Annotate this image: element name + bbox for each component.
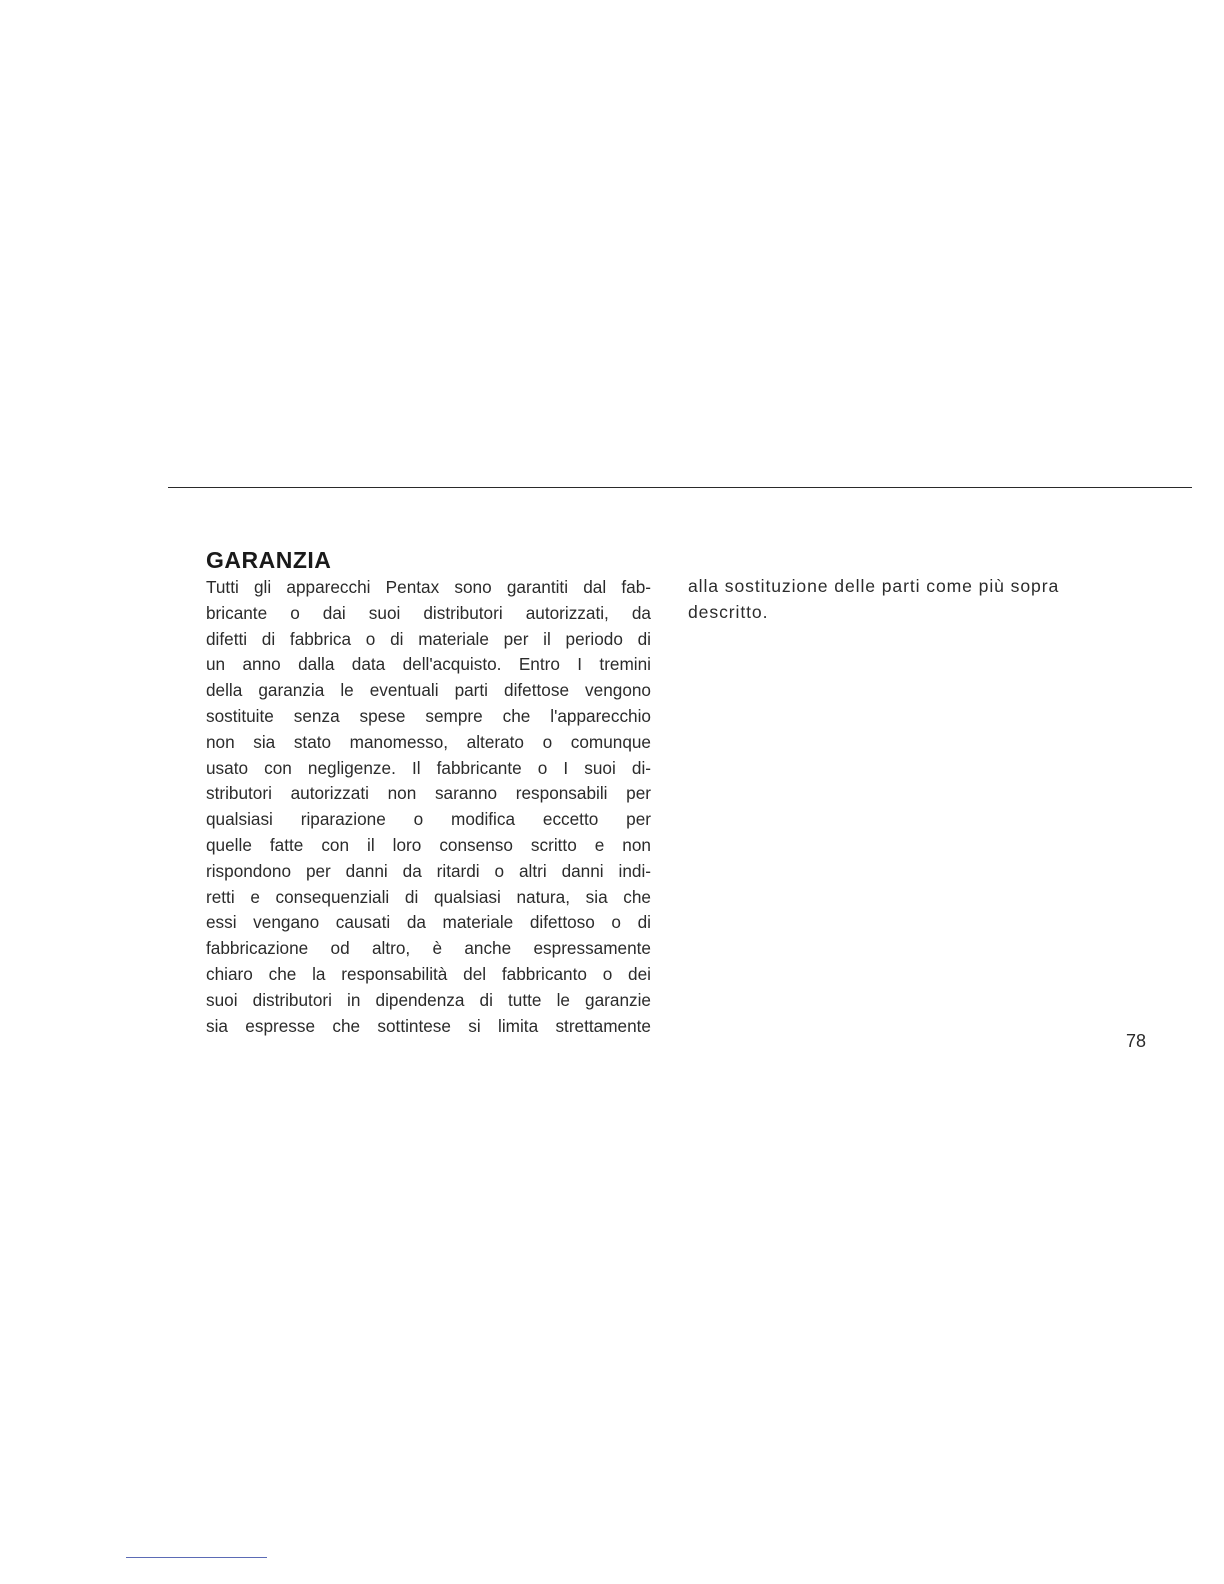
text-line: sostituite senza spese sempre che l'apparecchio xyxy=(206,705,651,726)
text-line: essi vengano causati da materiale difettoso o di xyxy=(206,912,651,933)
warranty-text-right-column xyxy=(688,574,1138,626)
text-line: fabbricazione od altro, è anche espressamente xyxy=(206,938,651,959)
warranty-text-left-column xyxy=(206,575,651,1039)
page-number: 78 xyxy=(1126,1031,1147,1051)
text-line: retti e consequenziali di qualsiasi natura, sia che xyxy=(206,886,651,907)
text-line: difetti di fabbrica o di materiale per il periodo di xyxy=(206,628,651,649)
text-line: descritto. xyxy=(688,601,769,622)
text-line: un anno dalla data dell'acquisto. Entro I tremini xyxy=(206,654,651,675)
text-line: non sia stato manomesso, alterato o comunque xyxy=(206,731,651,752)
text-line: Tutti gli apparecchi Pentax sono garantiti dal fab- xyxy=(206,577,651,597)
text-line: chiaro che la responsabilità del fabbricanto o dei xyxy=(206,963,651,984)
bottom-divider xyxy=(126,1557,267,1558)
text-line: sia espresse che sottintese si limita strettamente xyxy=(206,1015,651,1036)
text-line: della garanzia le eventuali parti difettose vengono xyxy=(206,680,651,701)
text-line: usato con negligenze. Il fabbricante o I suoi di- xyxy=(206,757,651,778)
top-divider xyxy=(168,487,1192,488)
text-line: stributori autorizzati non saranno responsabili per xyxy=(206,783,651,804)
text-line: suoi distributori in dipendenza di tutte le garanzie xyxy=(206,989,651,1010)
text-line: bricante o dai suoi distributori autorizzati, da xyxy=(206,602,651,623)
text-line: quelle fatte con il loro consenso scritto e non xyxy=(206,834,651,855)
text-line: alla sostituzione delle parti come più sopra xyxy=(688,576,1060,596)
section-title: GARANZIA xyxy=(206,547,332,573)
text-line: rispondono per danni da ritardi o altri danni indi- xyxy=(206,860,651,881)
text-line: qualsiasi riparazione o modifica eccetto per xyxy=(206,809,651,830)
